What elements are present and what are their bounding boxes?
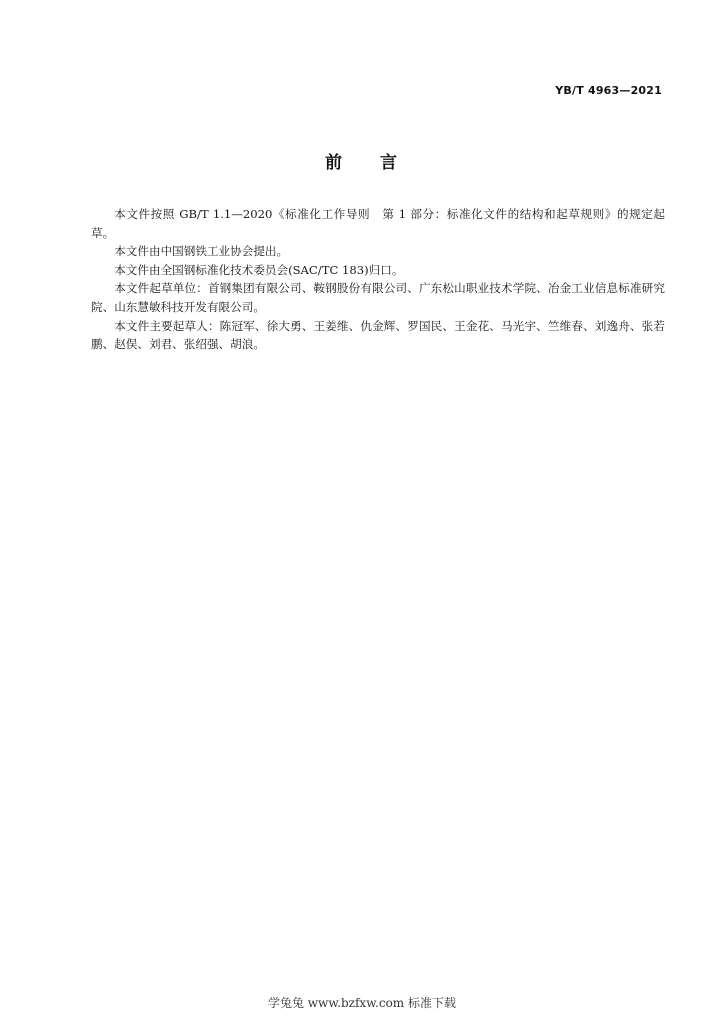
- footer-watermark-text: 学兔兔 www.bzfxw.com 标准下载: [267, 996, 457, 1010]
- preface-body: [91, 205, 665, 354]
- paragraph-centralized-by: 本文件由全国钢标准化技术委员会(SAC/TC 183)归口。: [114, 262, 404, 277]
- paragraph-drafters: 本文件主要起草人：陈冠军、徐大勇、王姜维、仇金辉、罗国民、王金花、马光宇、竺维春、刘逸舟、张若鹏、赵俣、刘君、张绍强、胡浪。: [91, 318, 665, 352]
- paragraph-proposer: 本文件由中国钢铁工业协会提出。: [114, 244, 289, 259]
- page-title: [0, 148, 724, 173]
- document-code: YB/T 4963—2021: [555, 84, 662, 97]
- paragraph-drafting-units: 本文件起草单位：首钢集团有限公司、鞍钢股份有限公司、广东松山职业技术学院、冶金工业信息标准研究院、山东慧敏科技开发有限公司。: [91, 281, 665, 314]
- paragraph-drafting-basis: 本文件按照 GB/T 1.1—2020《标准化工作导则 第 1 部分：标准化文件的结构和起草规则》的规定起草。: [91, 207, 665, 240]
- title-char-1: 前: [325, 153, 344, 173]
- title-char-2: 言: [380, 153, 399, 173]
